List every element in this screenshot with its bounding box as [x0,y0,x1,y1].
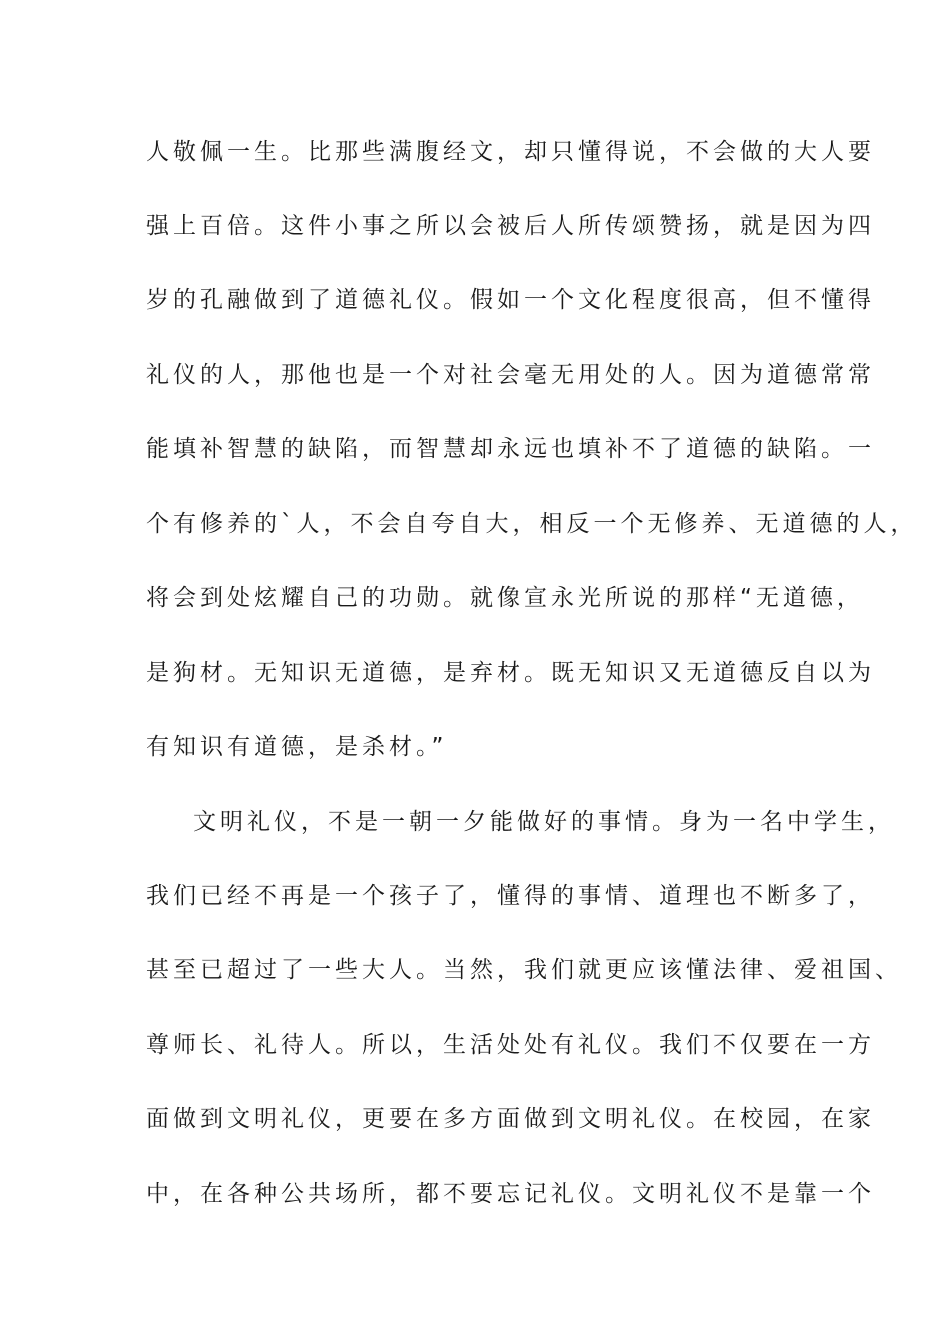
text-line: 中，在各种公共场所，都不要忘记礼仪。文明礼仪不是靠一个 [146,1181,875,1207]
text-line: 礼仪的人，那他也是一个对社会毫无用处的人。因为道德常常 [146,362,875,388]
text-line: 个有修养的`人，不会自夸自大，相反一个无修养、无道德的人， [146,511,918,537]
text-line: 人敬佩一生。比那些满腹经文，却只懂得说，不会做的大人要 [146,139,875,165]
text-line: 面做到文明礼仪，更要在多方面做到文明礼仪。在校园，在家 [146,1106,875,1132]
text-line: 甚至已超过了一些大人。当然，我们就更应该懂法律、爱祖国、 [146,957,902,983]
text-line: 强上百倍。这件小事之所以会被后人所传颂赞扬，就是因为四 [146,213,875,239]
text-line: 岁的孔融做到了道德礼仪。假如一个文化程度很高，但不懂得 [146,287,875,313]
paragraph-first-line: 文明礼仪，不是一朝一夕能做好的事情。身为一名中学生， [193,809,895,835]
text-line: 我们已经不再是一个孩子了，懂得的事情、道理也不断多了， [146,883,875,909]
text-line: 将会到处炫耀自己的功勋。就像宣永光所说的那样“无道德， [146,585,864,611]
text-line: 是狗材。无知识无道德，是弃材。既无知识又无道德反自以为 [146,660,875,686]
text-line: 能填补智慧的缺陷，而智慧却永远也填补不了道德的缺陷。一 [146,436,875,462]
text-line: 有知识有道德，是杀材。” [146,734,448,760]
text-line: 尊师长、礼待人。所以，生活处处有礼仪。我们不仅要在一方 [146,1032,875,1058]
